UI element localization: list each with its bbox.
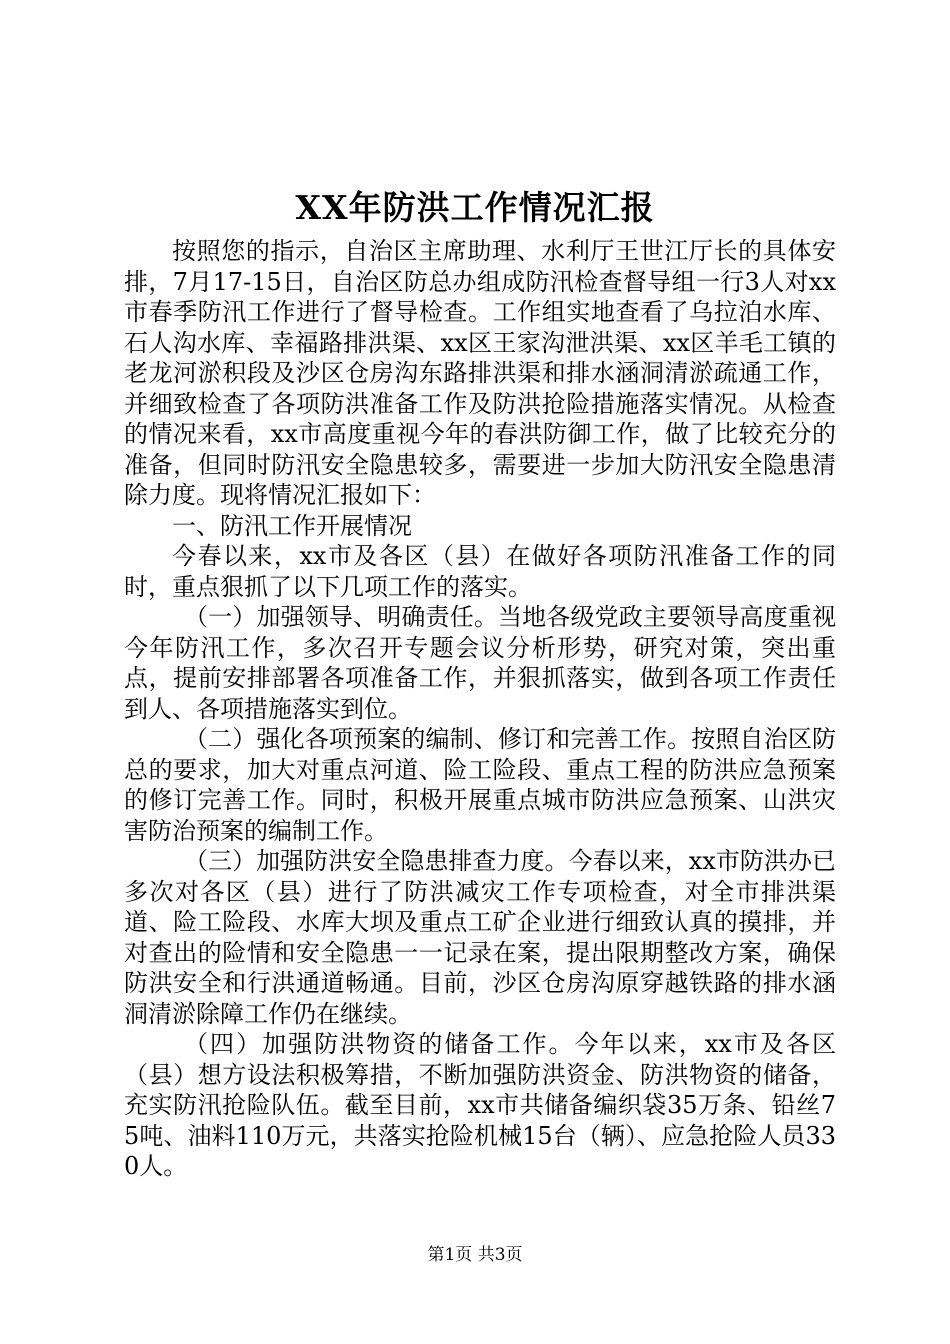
item-paragraph-3: （三）加强防洪安全隐患排查力度。今春以来，xx市防洪办已多次对各区（县）进行了防洪减灾工作专项检查，对全市排洪渠道、险工险段、水库大坝及重点工矿企业进行细致认真的摸排，并对查出的险情和安全隐患一一记录在案，提出限期整改方案，确保防洪安全和行洪通道畅通。目前，沙区仓房沟原穿越铁路的排水涵洞清淤除障工作仍在继续。	[124, 847, 836, 1028]
item-paragraph-4: （四）加强防洪物资的储备工作。今年以来，xx市及各区（县）想方设法积极筹措，不断加强防洪资金、防洪物资的储备，充实防汛抢险队伍。截至目前，xx市共储备编织袋35万条、铅丝75吨、油料110万元，共落实抢险机械15台（辆）、应急抢险人员330人。	[124, 1030, 836, 1180]
item-paragraph-1: （一）加强领导、明确责任。当地各级党政主要领导高度重视今年防汛工作，多次召开专题会议分析形势，研究对策，突出重点，提前安排部署各项准备工作，并狠抓落实，做到各项工作责任到人、各项措施落实到位。	[124, 603, 836, 723]
document-body	[124, 236, 836, 1182]
item-paragraph-2: （二）强化各项预案的编制、修订和完善工作。按照自治区防总的要求，加大对重点河道、险工险段、重点工程的防洪应急预案的修订完善工作。同时，积极开展重点城市防洪应急预案、山洪灾害防治预案的编制工作。	[124, 725, 836, 845]
page-number: 第1页 共3页	[427, 1245, 523, 1265]
intro-paragraph: 按照您的指示，自治区主席助理、水利厅王世江厅长的具体安排，7月17-15日，自治区防总办组成防汛检查督导组一行3人对xx市春季防汛工作进行了督导检查。工作组实地查看了乌拉泊水库、石人沟水库、幸福路排洪渠、xx区王家沟泄洪渠、xx区羊毛工镇的老龙河淤积段及沙区仓房沟东路排洪渠和排水涵洞清淤疏通工作，并细致检查了各项防洪准备工作及防洪抢险措施落实情况。从检查的情况来看，xx市高度重视今年的春洪防御工作，做了比较充分的准备，但同时防汛安全隐患较多，需要进一步加大防汛安全隐患清除力度。现将情况汇报如下：	[124, 237, 836, 509]
section-intro-paragraph: 今春以来，xx市及各区（县）在做好各项防汛准备工作的同时，重点狠抓了以下几项工作的落实。	[124, 542, 836, 601]
document-title: XX年防洪工作情况汇报	[295, 188, 655, 227]
section-heading: 一、防汛工作开展情况	[172, 511, 412, 540]
